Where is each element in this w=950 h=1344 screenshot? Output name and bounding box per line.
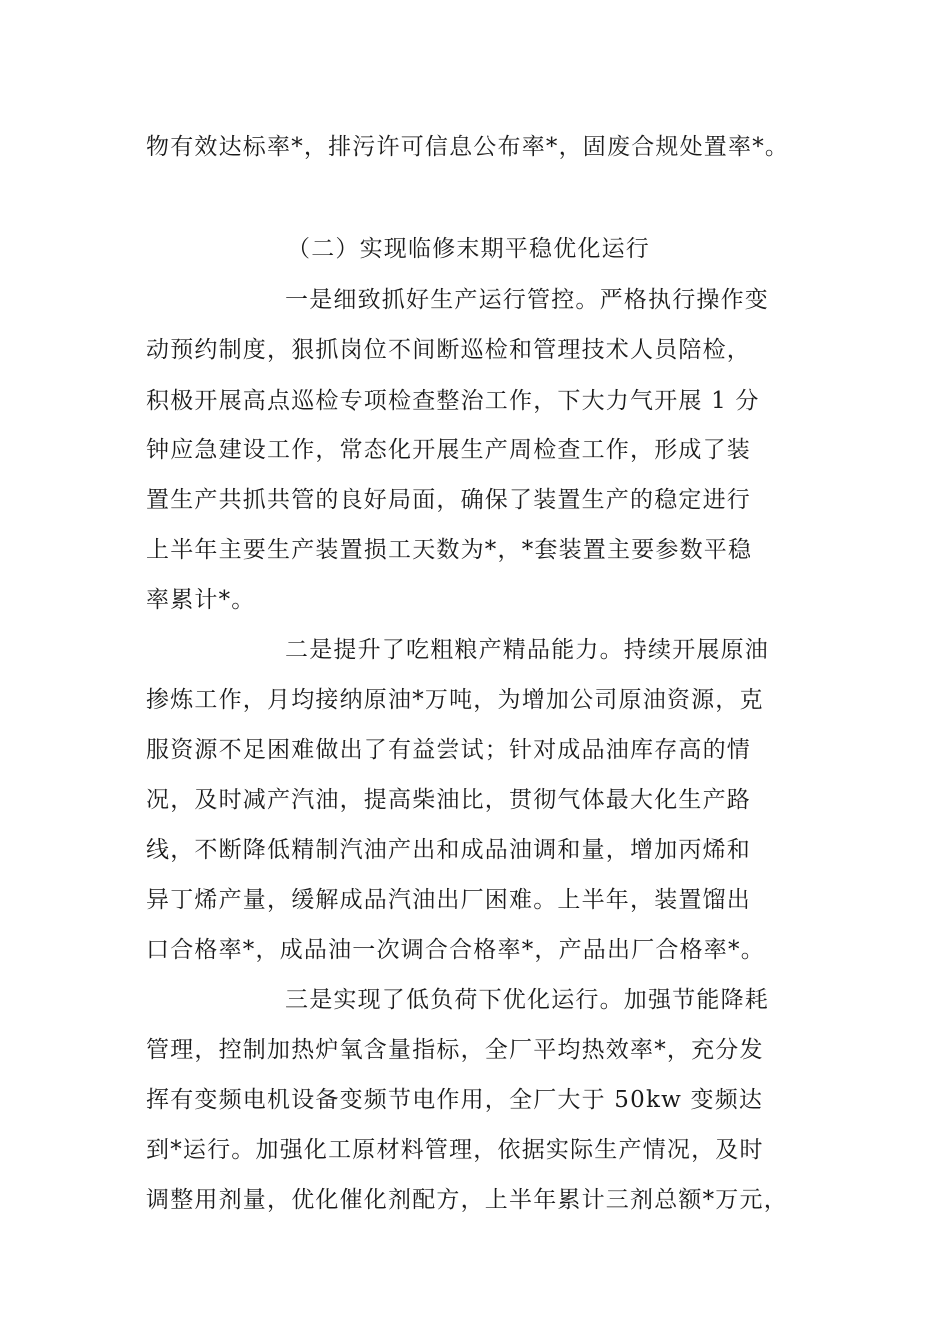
paragraph-line: 率累计*。 <box>146 587 256 613</box>
paragraph-line: 积极开展高点巡检专项检查整治工作，下大力气开展 1 分 <box>146 388 760 414</box>
paragraph-line: 钟应急建设工作，常态化开展生产周检查工作，形成了装 <box>146 437 751 463</box>
paragraph-line: 到*运行。加强化工原材料管理，依据实际生产情况，及时 <box>146 1137 764 1163</box>
paragraph-line: 调整用剂量，优化催化剂配方，上半年累计三剂总额*万元， <box>146 1187 788 1213</box>
paragraph-line: 服资源不足困难做出了有益尝试；针对成品油库存高的情 <box>146 737 751 763</box>
paragraph-line: 管理，控制加热炉氧含量指标，全厂平均热效率*，充分发 <box>146 1037 764 1063</box>
section-heading: （二）实现临修末期平稳优化运行 <box>287 236 650 262</box>
paragraph-line: 三是实现了低负荷下优化运行。加强节能降耗 <box>285 987 769 1013</box>
paragraph-line: 二是提升了吃粗粮产精品能力。持续开展原油 <box>285 637 769 663</box>
lead-line: 物有效达标率*，排污许可信息公布率*，固废合规处置率*。 <box>146 134 790 160</box>
paragraph-line: 况，及时减产汽油，提高柴油比，贯彻气体最大化生产路 <box>146 787 751 813</box>
paragraph-line: 线，不断降低精制汽油产出和成品油调和量，增加丙烯和 <box>146 837 751 863</box>
paragraph-line: 掺炼工作，月均接纳原油*万吨，为增加公司原油资源，克 <box>146 687 764 713</box>
paragraph-line: 挥有变频电机设备变频节电作用，全厂大于 50kw 变频达 <box>146 1087 764 1113</box>
paragraph-line: 上半年主要生产装置损工天数为*，*套装置主要参数平稳 <box>146 537 753 563</box>
paragraph-line: 置生产共抓共管的良好局面，确保了装置生产的稳定进行 <box>146 487 751 513</box>
paragraph-line: 动预约制度，狠抓岗位不间断巡检和管理技术人员陪检， <box>146 337 751 363</box>
paragraph-line: 异丁烯产量，缓解成品汽油出厂困难。上半年，装置馏出 <box>146 887 751 913</box>
paragraph-line: 口合格率*，成品油一次调合合格率*，产品出厂合格率*。 <box>146 937 765 963</box>
paragraph-line: 一是细致抓好生产运行管控。严格执行操作变 <box>285 287 769 313</box>
